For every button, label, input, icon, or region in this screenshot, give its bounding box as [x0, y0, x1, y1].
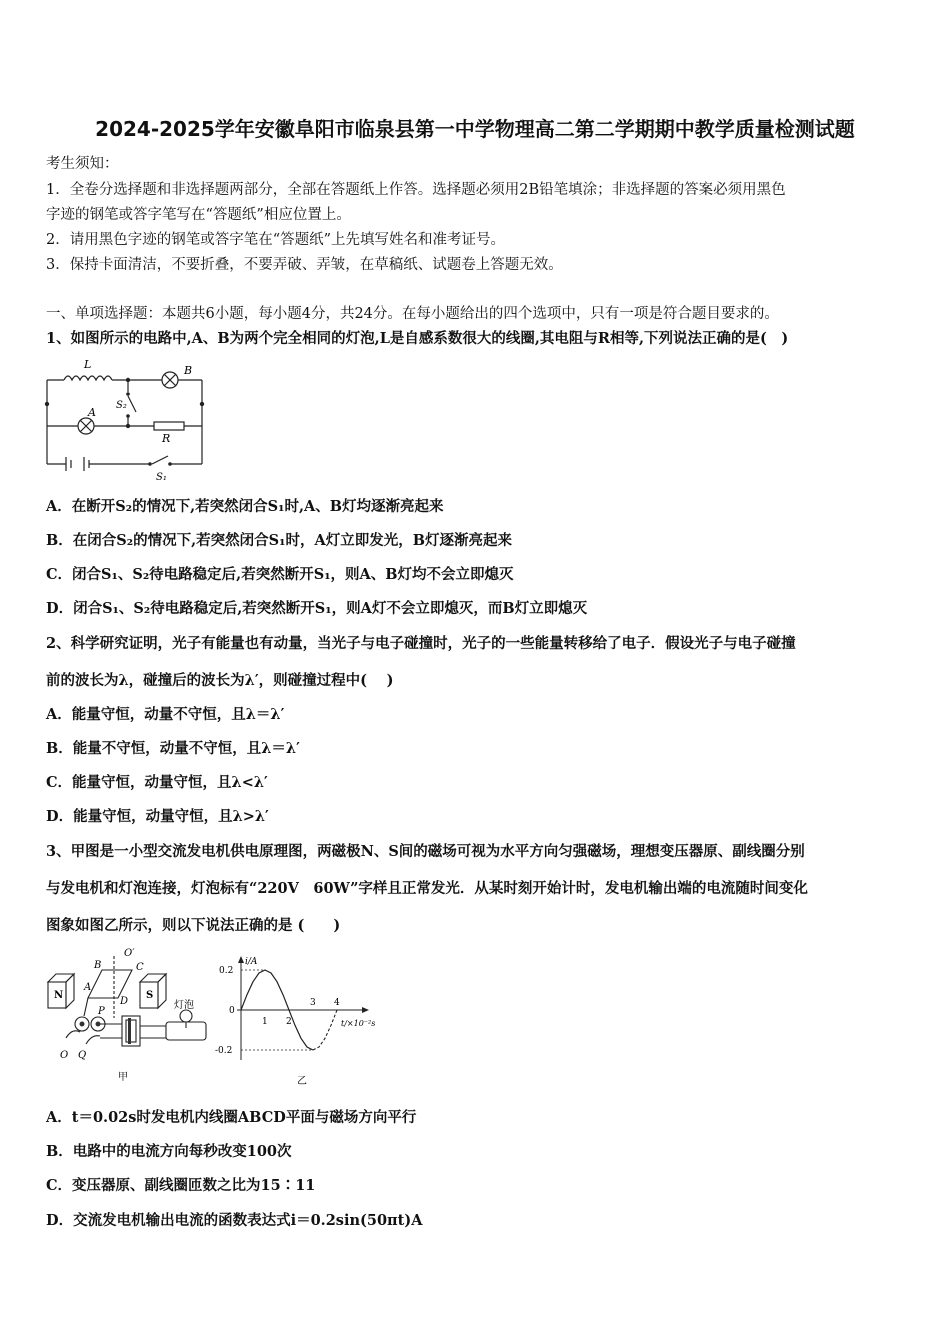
- label-A: A: [88, 406, 96, 419]
- label-L: L: [84, 358, 92, 371]
- q3-option-d[interactable]: D．交流发电机输出电流的函数表达式i＝0.2sin(50πt)A: [46, 1212, 423, 1229]
- notice-item: 2．请用黑色字迹的钢笔或答字笔在“答题纸”上先填写姓名和准考证号。: [46, 232, 506, 248]
- figure-caption-jia: 甲: [118, 1072, 128, 1083]
- q2-option-d[interactable]: D．能量守恒，动量守恒，且λ>λ′: [46, 808, 269, 825]
- y-tick-label: 0.2: [219, 966, 234, 976]
- label-N: N: [54, 990, 64, 1001]
- label-B: B: [184, 364, 193, 377]
- question-3-stem-cont: 与发电机和灯泡连接，灯泡标有“220V 60W”字样且正常发光．从某时刻开始计时，发电机输出端的电流随时间变化: [46, 880, 808, 897]
- page-title: 2024-2025学年安徽阜阳市临泉县第一中学物理高二第二学期期中教学质量检测试题: [95, 117, 855, 141]
- label-B: B: [94, 960, 102, 971]
- question-1-stem: 1、如图所示的电路中,A、B为两个完全相同的灯泡,L是自感系数很大的线圈,其电阻与R相等,下列说法正确的是( ): [46, 330, 789, 347]
- label-C: C: [136, 962, 144, 973]
- x-tick-label: 3: [310, 998, 316, 1008]
- label-A: A: [84, 982, 92, 993]
- notice-heading: 考生须知：: [46, 156, 119, 172]
- label-R: R: [162, 432, 171, 445]
- question-2-stem-cont: 前的波长为λ，碰撞后的波长为λ′，则碰撞过程中( ): [46, 672, 394, 689]
- label-S: S: [146, 990, 154, 1001]
- notice-item: 字迹的钢笔或答字笔写在“答题纸”相应位置上。: [46, 207, 351, 223]
- current-curve-dashed: [313, 1010, 337, 1050]
- label-P: P: [98, 1006, 105, 1017]
- notice-item: 1．全卷分选择题和非选择题两部分，全部在答题纸上作答。选择题必须用2B铅笔填涂；非选择题的答案必须用黑色: [46, 182, 786, 198]
- x-axis-arrow: [362, 1007, 369, 1013]
- q3-option-b[interactable]: B．电路中的电流方向每秒改变100次: [46, 1143, 292, 1160]
- y-axis-label: i/A: [245, 957, 258, 967]
- generator-figure: [44, 946, 219, 1086]
- y-tick-label: 0: [229, 1006, 235, 1016]
- q1-option-c[interactable]: C．闭合S₁、S₂待电路稳定后,若突然断开S₁，则A、B灯均不会立即熄灭: [46, 566, 514, 583]
- question-3-stem: 3、甲图是一小型交流发电机供电原理图，两磁极N、S间的磁场可视为水平方向匀强磁场，理想变压器原、副线圈分别: [46, 843, 805, 860]
- label-Q: Q: [78, 1050, 87, 1061]
- q2-option-b[interactable]: B．能量不守恒，动量不守恒，且λ＝λ′: [46, 740, 300, 757]
- q1-option-b[interactable]: B．在闭合S₂的情况下,若突然闭合S₁时，A灯立即发光，B灯逐渐亮起来: [46, 532, 512, 549]
- label-D: D: [120, 996, 129, 1007]
- label-lamp: 灯泡: [174, 1000, 194, 1011]
- question-2-stem: 2、科学研究证明，光子有能量也有动量，当光子与电子碰撞时，光子的一些能量转移给了电子．假设光子与电子碰撞: [46, 635, 796, 652]
- q1-option-d[interactable]: D．闭合S₁、S₂待电路稳定后,若突然断开S₁，则A灯不会立即熄灭，而B灯立即熄灭: [46, 600, 588, 617]
- current-time-chart: [215, 952, 390, 1087]
- question-3-stem-cont2: 图象如图乙所示，则以下说法正确的是 ( ): [46, 917, 341, 934]
- figure-caption-yi: 乙: [297, 1076, 307, 1087]
- x-tick-label: 2: [286, 1017, 292, 1027]
- label-S1: S₁: [156, 472, 167, 483]
- y-axis-arrow: [238, 956, 244, 963]
- label-O-prime: O′: [124, 948, 135, 959]
- q3-option-a[interactable]: A．t＝0.02s时发电机内线圈ABCD平面与磁场方向平行: [46, 1109, 417, 1126]
- q3-option-c[interactable]: C．变压器原、副线圈匝数之比为15∶11: [46, 1177, 316, 1194]
- section-heading: 一、单项选择题：本题共6小题，每小题4分，共24分。在每小题给出的四个选项中，只有一项是符合题目要求的。: [46, 306, 779, 322]
- x-axis-label: t/×10⁻²s: [341, 1019, 376, 1028]
- label-S2: S₂: [116, 400, 127, 411]
- y-tick-label: -0.2: [215, 1046, 233, 1056]
- notice-item: 3．保持卡面清洁，不要折叠，不要弄破、弄皱，在草稿纸、试题卷上答题无效。: [46, 257, 563, 273]
- q2-option-c[interactable]: C．能量守恒，动量守恒，且λ<λ′: [46, 774, 268, 791]
- x-tick-label: 1: [262, 1017, 268, 1027]
- x-tick-label: 4: [334, 998, 340, 1008]
- label-O: O: [60, 1050, 69, 1061]
- q1-option-a[interactable]: A．在断开S₂的情况下,若突然闭合S₁时,A、B灯均逐渐亮起来: [46, 498, 444, 515]
- circuit-figure: [44, 356, 214, 486]
- q2-option-a[interactable]: A．能量守恒，动量不守恒，且λ＝λ′: [46, 706, 285, 723]
